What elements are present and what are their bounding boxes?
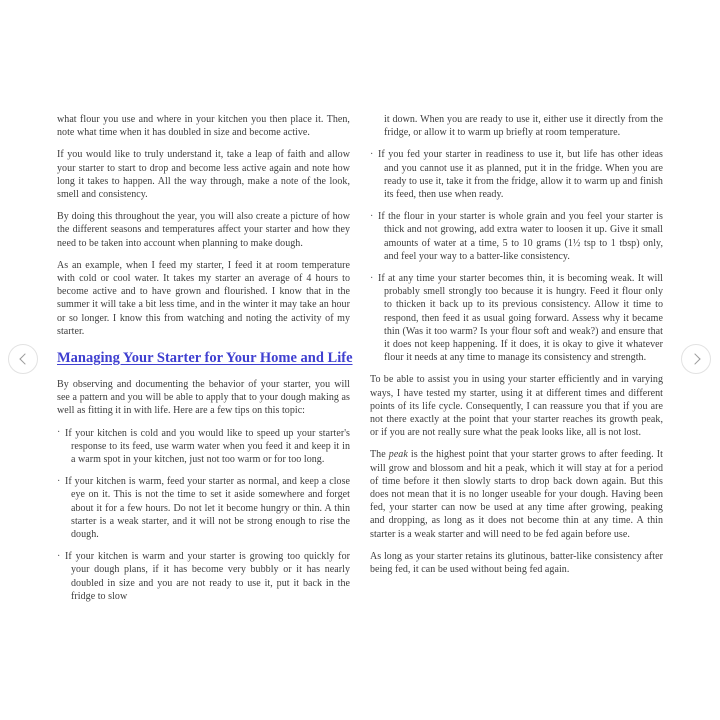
- bullet-icon: ·: [57, 475, 61, 487]
- bullet-icon: ·: [57, 427, 61, 439]
- previous-page-button[interactable]: [8, 344, 38, 374]
- paragraph: As long as your starter retains its glutinous, batter-like consistency after being fed, it can be used without being fed again.: [370, 550, 663, 576]
- list-item-text: If at any time your starter becomes thin, it is becoming weak. It will probably smell strongly too because it is hungry. Feed it flour only to thicken it back up to its previous consistency. Allow it time to respond, then feed it as usual going forward. Assess why it became thin (Was it too warm? Is your flour soft and weak?) and ensure that it does not keep happening. If it does, it is okay to give it whatever flour it needs at any time to manage its consistency and strength.: [378, 273, 663, 364]
- paragraph: By doing this throughout the year, you will also create a picture of how the different seasons and temperatures affect your starter and how they need to be taken into account when planning to make dough.: [57, 211, 350, 249]
- list-item: [370, 148, 663, 201]
- book-spread: [57, 113, 663, 612]
- paragraph: As an example, when I feed my starter, I feed it at room temperature with cold or cool water. It takes my starter an average of 4 hours to become active and to have grown and flourished. I know that in the summer it will take a bit less time, and in the winter it may take an hour or so longer. I know this from watching and noting the activity of my starter.: [57, 259, 350, 337]
- list-item-text: If you fed your starter in readiness to use it, but life has other ideas and you cannot use it as planned, put it in the fridge. When you are ready to use it, take it from the fridge, allow it to warm up and finish its feed, then use when ready.: [378, 149, 663, 201]
- next-page-button[interactable]: [681, 344, 711, 374]
- list-item: [370, 272, 663, 364]
- left-text-column: [57, 113, 353, 612]
- chevron-right-icon: [689, 353, 700, 364]
- list-item-text: If your kitchen is warm, feed your starter as normal, and keep a close eye on it. This is not the time to set it aside somewhere and forget about it for a few hours. Do not let it become hungry or thin. A thin starter is a weak starter, and it will not be strong enough to rise the dough.: [65, 476, 350, 541]
- paragraph-text: The: [370, 449, 389, 461]
- paragraph: [370, 448, 663, 540]
- bullet-icon: ·: [370, 272, 374, 284]
- paragraph-text: is the highest point that your starter grows to after feeding. It will grow and blossom and hit a peak, which it will stay at for a period of time before it then slowly starts to drop back down again. But this does not mean that it is no longer useable for your dough. Having been fed, your starter can now be used at any time after growing, peaking and dropping, as long as it does not become thin at any time. A thin starter is a weak starter and will need to be fed again before use.: [370, 449, 664, 540]
- list-item-text: If the flour in your starter is whole grain and you feel your starter is thick and not growing, add extra water to loosen it up. Give it small amounts of water at a time, 5 to 10 grams (1½ tsp to 1 tbsp) only, and feel your way to a batter-like consistency.: [378, 211, 663, 262]
- bullet-icon: ·: [57, 550, 61, 562]
- chapter-heading-link[interactable]: Managing Your Starter for Your Home and Life: [57, 350, 353, 367]
- paragraph: what flour you use and where in your kitchen you then place it. Then, note what time when it has doubled in size and become active.: [57, 114, 350, 139]
- list-item: [57, 550, 350, 603]
- paragraph: If you would like to truly understand it, take a leap of faith and allow your starter to start to drop and become less active again and note how long it takes to happen. All the way through, make a note of the look, smell and consistency.: [57, 149, 350, 201]
- list-item-text: If your kitchen is cold and you would like to speed up your starter's response to its feed, use warm water when you feed it and keep it in a warm spot in your kitchen, just not too warm or for too long.: [65, 427, 350, 466]
- bullet-icon: ·: [370, 148, 374, 160]
- paragraph: To be able to assist you in using your starter efficiently and in varying ways, I have tested my starter, using it at different times and different points of its life cycle. Consequently, I can reassure you that if you are not there exactly at the point that your starter reaches its growth peak, or if you are not really sure what the peak looks like, all is not lost.: [370, 374, 663, 439]
- list-item: [57, 427, 350, 467]
- chevron-left-icon: [19, 353, 30, 364]
- paragraph: By observing and documenting the behavior of your starter, you will see a pattern and you will be able to apply that to your dough making as well as fitting it in with life. Here are a few tips on this topic:: [57, 379, 350, 417]
- list-item: [57, 475, 350, 541]
- list-item: [370, 210, 663, 263]
- section-heading: [57, 349, 353, 368]
- italic-term: peak: [388, 449, 408, 461]
- list-item-continuation: it down. When you are ready to use it, either use it directly from the fridge, or allow it to warm up briefly at room temperature.: [384, 114, 663, 139]
- list-item-text: If your kitchen is warm and your starter is growing too quickly for your dough plans, if it has become very bubbly or it has nearly doubled in size and you are not ready to use it, put it back in the fridge to slow: [65, 551, 350, 602]
- bullet-icon: ·: [370, 210, 374, 222]
- right-text-column: [370, 113, 663, 612]
